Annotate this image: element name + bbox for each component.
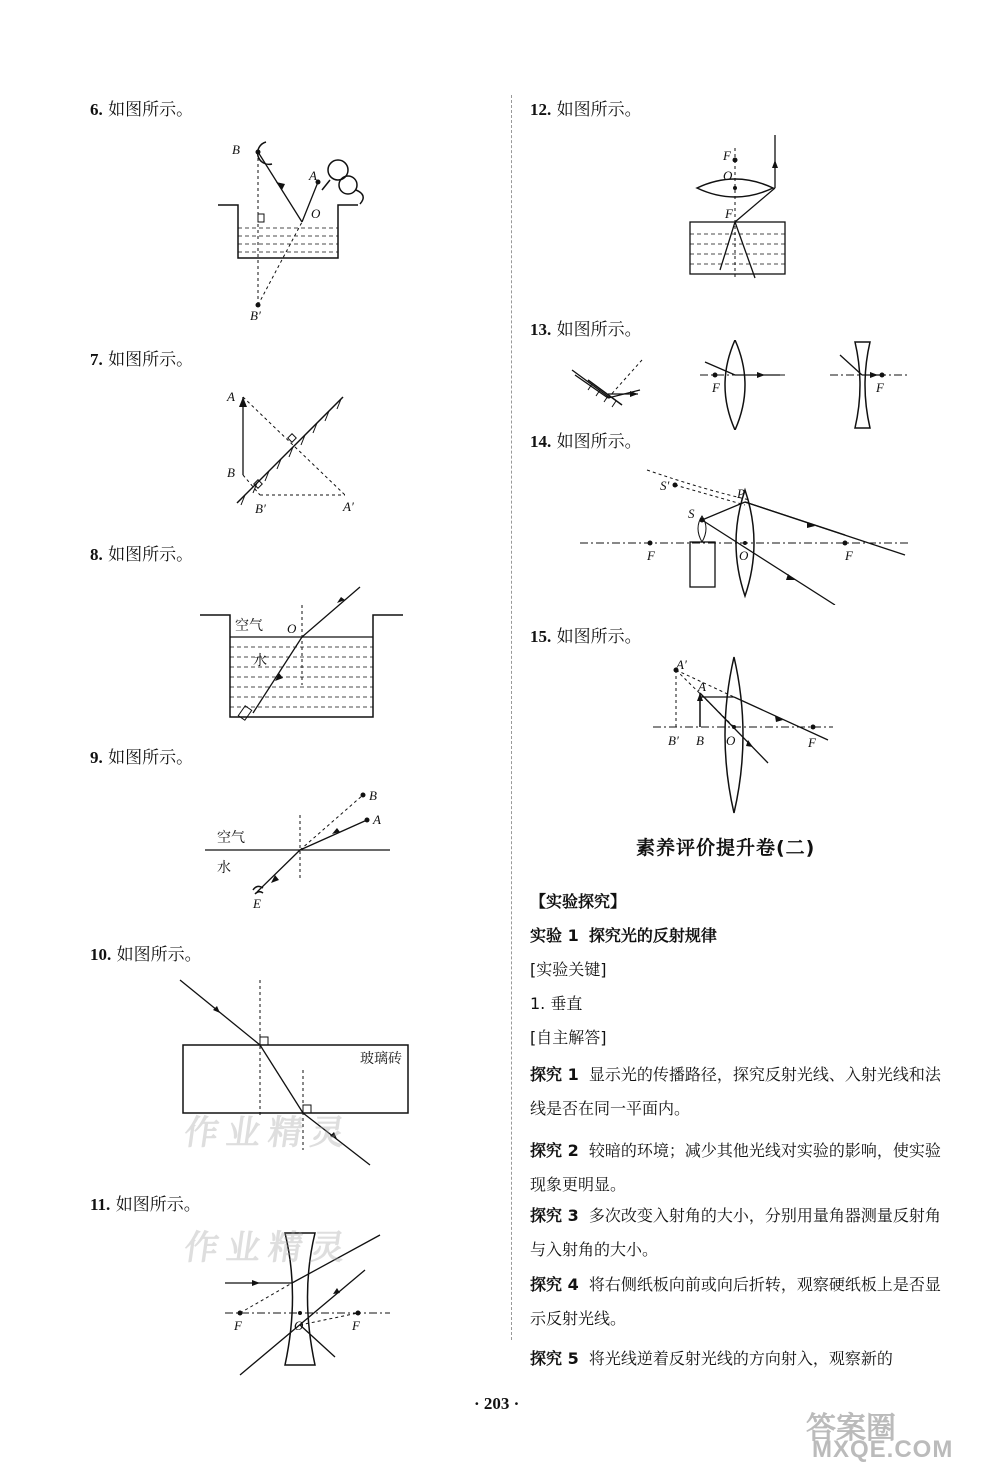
item-13: 13. 如图所示。 (530, 320, 642, 340)
svg-text:B′: B′ (255, 501, 266, 516)
svg-text:F: F (352, 1318, 360, 1333)
svg-text:S′: S′ (660, 478, 670, 493)
svg-text:B: B (227, 465, 235, 480)
svg-text:A′: A′ (676, 657, 687, 672)
svg-text:S: S (688, 506, 695, 521)
watermark-logo: 答案圈 (806, 1411, 896, 1446)
self-heading: [自主解答] (530, 1028, 607, 1047)
svg-text:B: B (696, 733, 704, 748)
figure-13 (560, 340, 920, 430)
svg-text:B′: B′ (250, 308, 261, 323)
svg-text:O: O (311, 206, 321, 221)
svg-text:F: F (845, 548, 853, 563)
experiment-line: 实验 1 探究光的反射规律 (530, 926, 717, 945)
figure-7 (215, 385, 375, 520)
svg-text:F: F (234, 1318, 242, 1333)
figure-12 (685, 130, 815, 280)
svg-text:O: O (294, 1318, 304, 1333)
exploration-3: 探究 3 多次改变入射角的大小，分别用量角器测量反射角与入射角的大小。 (530, 1206, 941, 1259)
svg-text:A′: A′ (343, 499, 354, 514)
svg-text:B′: B′ (668, 733, 679, 748)
svg-text:B: B (232, 142, 240, 157)
svg-text:F: F (725, 206, 733, 221)
svg-text:A: A (373, 812, 381, 827)
svg-text:A: A (227, 389, 235, 404)
svg-text:O: O (723, 168, 733, 183)
exploration-1: 探究 1 显示光的传播路径，探究反射光线、入射光线和法线是否在同一平面内。 (530, 1065, 941, 1118)
svg-text:F: F (876, 380, 884, 395)
svg-text:空气: 空气 (217, 830, 245, 846)
candle-icon (690, 542, 715, 587)
figure-6 (210, 130, 390, 325)
watermark-2: 作业精灵 (181, 1228, 356, 1268)
svg-text:F: F (647, 548, 655, 563)
svg-text:空气: 空气 (235, 618, 263, 634)
watermark-1: 作业精灵 (181, 1113, 356, 1153)
item-9: 9. 如图所示。 (90, 748, 194, 768)
svg-text:F: F (723, 148, 731, 163)
item-12: 12. 如图所示。 (530, 100, 642, 120)
svg-text:玻璃砖: 玻璃砖 (360, 1051, 402, 1067)
answer-1: 1. 垂直 (530, 994, 583, 1013)
exploration-5: 探究 5 将光线逆着反射光线的方向射入，观察新的 (530, 1349, 893, 1368)
svg-text:B: B (369, 788, 377, 803)
figure-15 (648, 655, 838, 815)
item-7: 7. 如图所示。 (90, 350, 194, 370)
item-11: 11. 如图所示。 (90, 1195, 201, 1215)
svg-text:水: 水 (217, 860, 231, 876)
svg-text:F: F (808, 735, 816, 750)
monkey-icon (322, 160, 363, 204)
svg-text:O: O (739, 548, 749, 563)
item-15: 15. 如图所示。 (530, 627, 642, 647)
watermark-url: MXQE.COM (812, 1436, 954, 1463)
svg-text:F: F (712, 380, 720, 395)
section-title: 素养评价提升卷(二) (636, 837, 816, 859)
key-heading: [实验关键] (530, 960, 607, 979)
figure-14 (575, 460, 915, 605)
page-number: · 203 · (474, 1394, 520, 1413)
item-14: 14. 如图所示。 (530, 432, 642, 452)
svg-text:P: P (737, 486, 745, 501)
svg-text:O: O (287, 621, 297, 636)
section-heading: 【实验探究】 (530, 892, 627, 911)
svg-text:E: E (253, 896, 261, 911)
exploration-2: 探究 2 较暗的环境；减少其他光线对实验的影响，使实验现象更明显。 (530, 1141, 941, 1194)
svg-text:A: A (698, 679, 706, 694)
exploration-4: 探究 4 将右侧纸板向前或向后折转，观察硬纸板上是否显示反射光线。 (530, 1275, 941, 1328)
column-divider (511, 95, 512, 1340)
svg-text:A: A (309, 168, 317, 183)
svg-text:水: 水 (253, 653, 267, 669)
figure-9 (195, 780, 405, 915)
item-8: 8. 如图所示。 (90, 545, 194, 565)
figure-8 (195, 575, 410, 725)
item-6: 6. 如图所示。 (90, 100, 194, 120)
item-10: 10. 如图所示。 (90, 945, 202, 965)
svg-text:O: O (726, 733, 736, 748)
